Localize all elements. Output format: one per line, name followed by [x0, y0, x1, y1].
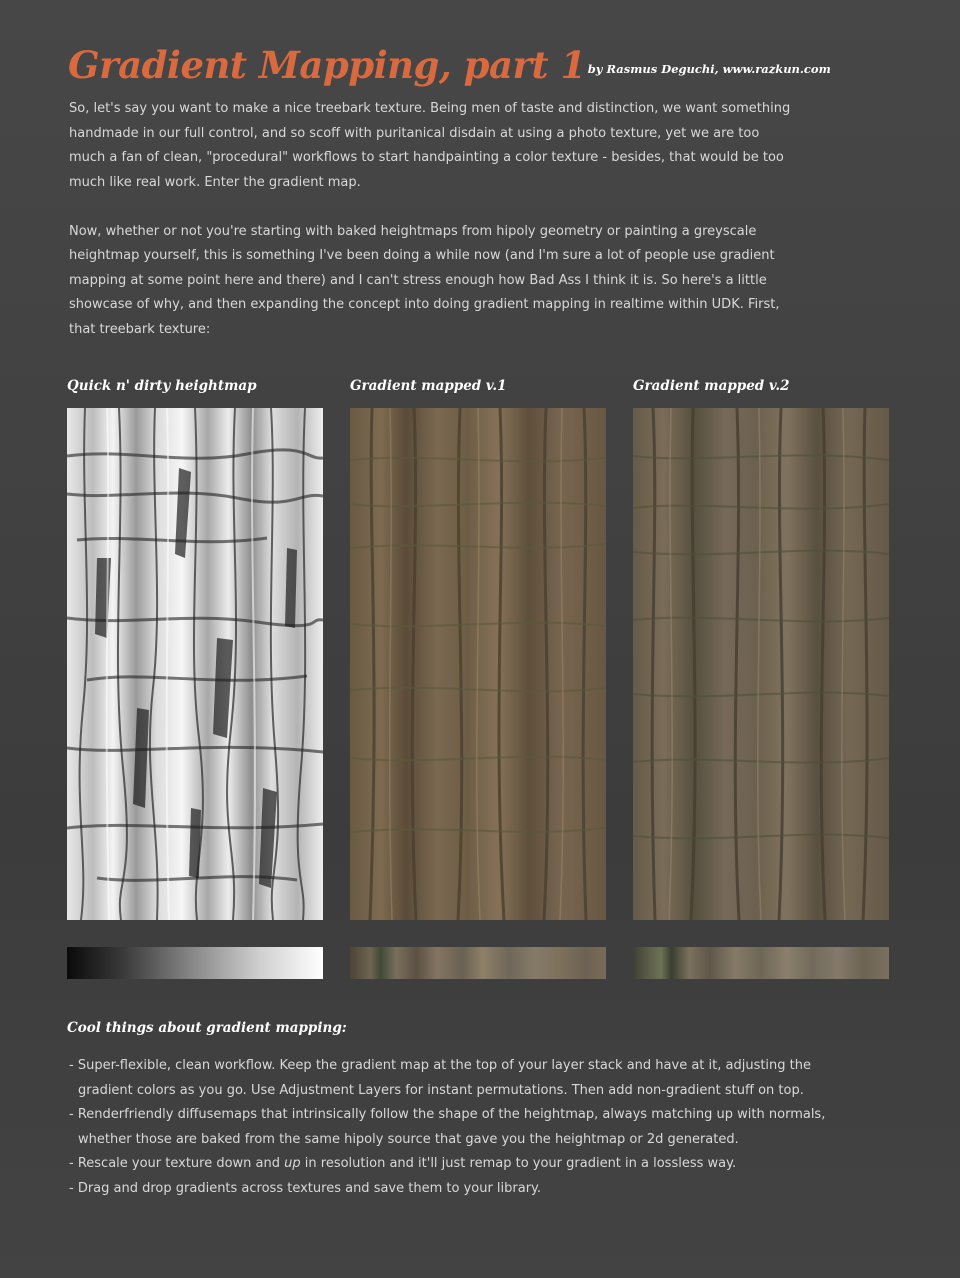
panel-label-gradient-v1: Gradient mapped v.1: [350, 378, 507, 394]
heightmap-image: [67, 408, 323, 920]
gradient-v2-ramp: [633, 947, 889, 979]
panel-label-heightmap: Quick n' dirty heightmap: [67, 378, 257, 394]
intro-paragraph-1: So, let's say you want to make a nice treebark texture. Being men of taste and distinction, we want something handmade in our full control, and so scoff with puritanical disdain at using a photo texture, yet we are too much a fan of clean, "procedural" workflows to start handpainting a color texture - besides, that would be too much like real work. Enter the gradient map.: [69, 101, 791, 190]
list-item-text: - Rescale your texture down and: [69, 1156, 285, 1171]
author-byline: by Rasmus Deguchi, www.razkun.com: [587, 62, 831, 76]
list-item-text: in resolution and it'll just remap to your gradient in a lossless way.: [300, 1156, 737, 1171]
gradient-v1-ramp: [350, 947, 606, 979]
intro-paragraph-2: Now, whether or not you're starting with baked heightmaps from hipoly geometry or painting a greyscale heightmap yourself, this is something I've been doing a while now (and I'm sure a lot of people use gradient mapping at some point here and there) and I can't stress enough how Bad Ass I think it is. So here's a little showcase of why, and then expanding the concept into doing gradient mapping in realtime within UDK. First, that treebark texture:: [69, 223, 780, 337]
list-item: [69, 1152, 829, 1177]
cool-things-heading: Cool things about gradient mapping:: [67, 1020, 347, 1036]
cool-things-list: [69, 1054, 829, 1201]
list-item: - Renderfriendly diffusemaps that intrinsically follow the shape of the heightmap, always matching up with normals, whether those are baked from the same hipoly source that gave you the heightmap or 2d generated.: [69, 1107, 826, 1147]
gradient-mapped-v1-image: [350, 408, 606, 920]
page-title: Gradient Mapping, part 1: [68, 43, 586, 87]
list-item-emphasis: up: [284, 1156, 301, 1171]
list-item: - Drag and drop gradients across textures and save them to your library.: [69, 1180, 542, 1196]
gradient-mapped-v2-image: [633, 408, 889, 920]
list-item: - Super-flexible, clean workflow. Keep the gradient map at the top of your layer stack and have at it, adjusting the gradient colors as you go. Use Adjustment Layers for instant permutations. Then add non-gradient stuff on top.: [69, 1058, 812, 1098]
heightmap-gradient-ramp: [67, 947, 323, 979]
page-header: [68, 36, 831, 87]
intro-text: [69, 97, 799, 342]
panel-label-gradient-v2: Gradient mapped v.2: [633, 378, 790, 394]
